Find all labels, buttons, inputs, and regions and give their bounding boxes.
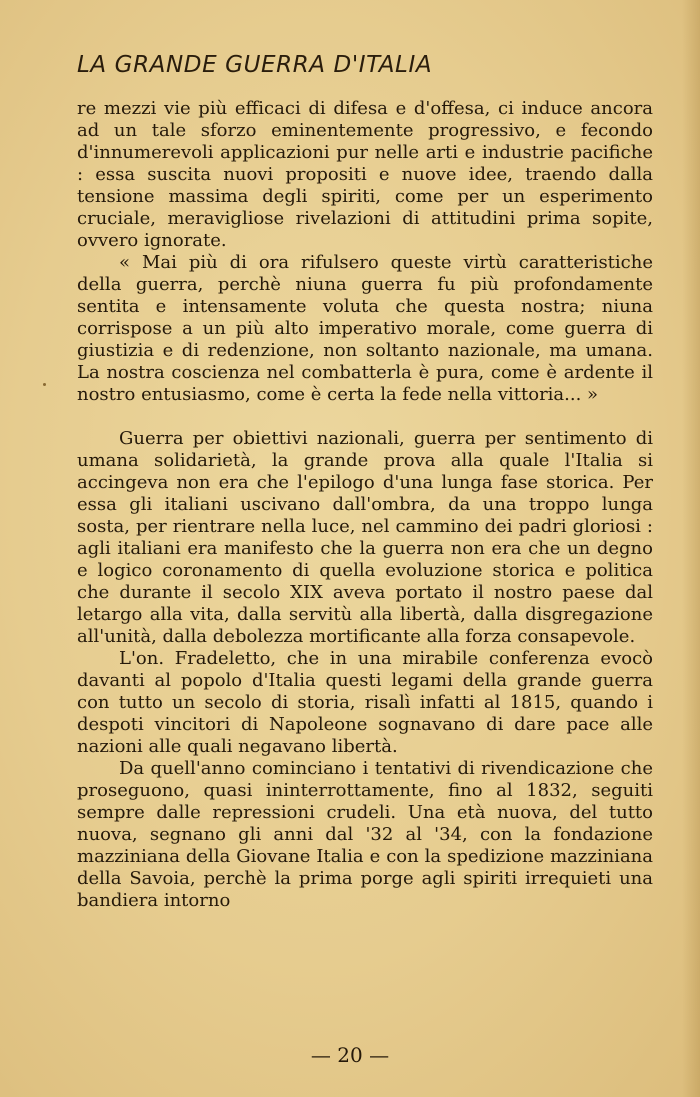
- page-number: — 20 —: [310, 1043, 390, 1067]
- paragraph-3: Guerra per obiettivi nazionali, guerra per sentimento di umana solidarietà, la grande prova alla quale l'Italia si accingeva non era che l'epilogo d'una lunga fase storica. Per essa gli italiani uscivano dall'ombra, da una troppo lunga sosta, per rientrare nella luce, nel cammino dei padri gloriosi : agli italiani era manifesto che la guerra non era che un degno e logico coronamento di quella evoluzione storica e politica che durante il secolo XIX aveva portato il nostro paese dal letargo alla vita, dalla servitù alla libertà, dalla disgregazione all'unità, dalla debolezza mortificante alla forza consapevole.: [77, 428, 653, 647]
- page-edge-shadow: [682, 0, 700, 1097]
- paper-speck: [43, 383, 46, 386]
- running-title: LA GRANDE GUERRA D'ITALIA: [77, 52, 433, 78]
- paragraph-1: re mezzi vie più efficaci di difesa e d'offesa, ci induce ancora ad un tale sforzo eminentemente progressivo, e fecondo d'innumerevoli applicazioni pur nelle arti e industrie pacifiche : essa suscita nuovi propositi e nuove idee, traendo dalla tensione massima degli spiriti, come per un esperimento cruciale, meravigliose rivelazioni di attitudini prima sopite, ovvero ignorate.: [77, 98, 653, 251]
- section-gap: [77, 406, 653, 428]
- paragraph-4: L'on. Fradeletto, che in una mirabile conferenza evocò davanti al popolo d'Italia questi legami della grande guerra con tutto un secolo di storia, risalì infatti al 1815, quando i despoti vincitori di Napoleone sognavano di dare pace alle nazioni alle quali negavano libertà.: [77, 648, 653, 757]
- body-text: [77, 98, 653, 912]
- paragraph-5: Da quell'anno cominciano i tentativi di rivendicazione che proseguono, quasi ininterrottamente, fino al 1832, seguiti sempre dalle repressioni crudeli. Una età nuova, del tutto nuova, segnano gli anni dal '32 al '34, con la fondazione mazziniana della Giovane Italia e con la spedizione mazziniana della Savoia, perchè la prima porge agli spiriti irrequieti una bandiera intorno: [77, 758, 653, 911]
- paragraph-2-quote: « Mai più di ora rifulsero queste virtù caratteristiche della guerra, perchè niuna guerra fu più profondamente sentita e intensamente voluta che questa nostra; niuna corrispose a un più alto imperativo morale, come guerra di giustizia e di redenzione, non soltanto nazionale, ma umana. La nostra coscienza nel combatterla è pura, come è ardente il nostro entusiasmo, come è certa la fede nella vittoria... »: [77, 252, 653, 405]
